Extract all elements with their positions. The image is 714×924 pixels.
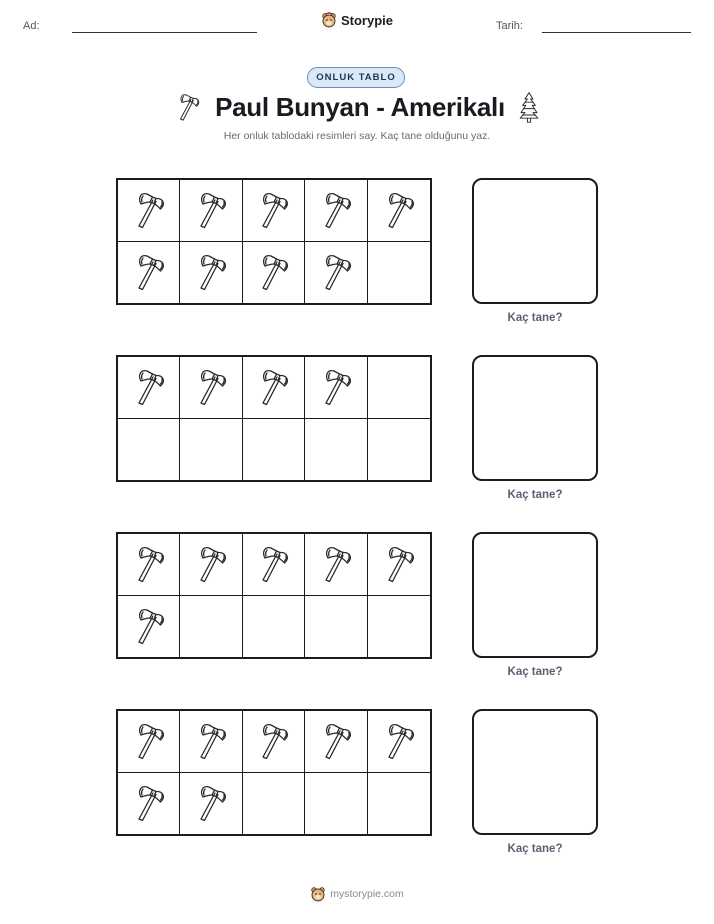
ten-frame-cell xyxy=(180,180,242,242)
axe-icon xyxy=(253,252,293,292)
ten-frame-cell xyxy=(305,596,367,658)
ten-frame-cell xyxy=(368,180,430,242)
axe-icon xyxy=(129,721,169,761)
ten-frame-cell xyxy=(180,711,242,773)
ten-frame-cell xyxy=(243,711,305,773)
bear-icon xyxy=(310,886,326,902)
brand-name: Storypie xyxy=(340,12,393,28)
ten-frame-cell xyxy=(305,773,367,835)
ten-frame-cell xyxy=(305,534,367,596)
axe-icon xyxy=(316,544,356,584)
ten-frame-cell xyxy=(118,596,180,658)
axe-icon xyxy=(379,190,419,230)
date-label: Tarih: xyxy=(496,20,523,32)
date-line[interactable] xyxy=(542,32,691,33)
axe-icon xyxy=(253,190,293,230)
ten-frame-cell xyxy=(305,357,367,419)
axe-icon xyxy=(129,252,169,292)
answer-label: Kaç tane? xyxy=(507,489,563,501)
axe-icon xyxy=(191,252,231,292)
footer-url[interactable]: mystorypie.com xyxy=(330,888,404,900)
page-title: Paul Bunyan - Amerikalı xyxy=(215,91,505,122)
axe-icon xyxy=(191,783,231,823)
ten-frame-cell xyxy=(118,534,180,596)
title-row xyxy=(0,90,714,124)
worksheet-type-badge: ONLUK TABLO xyxy=(307,67,405,88)
ten-frame-cell xyxy=(118,242,180,304)
ten-frame-cell xyxy=(243,773,305,835)
ten-frame-cell xyxy=(118,711,180,773)
ten-frame-cell xyxy=(180,773,242,835)
axe-icon xyxy=(379,544,419,584)
ten-frame-cell xyxy=(118,357,180,419)
axe-icon xyxy=(129,367,169,407)
ten-frame-cell xyxy=(243,242,305,304)
axe-icon xyxy=(316,721,356,761)
ten-frame-cell xyxy=(305,180,367,242)
axe-icon xyxy=(129,544,169,584)
ten-frame-4 xyxy=(116,709,432,836)
axe-icon xyxy=(316,252,356,292)
ten-frame-cell xyxy=(305,242,367,304)
ten-frame-cell xyxy=(368,419,430,481)
answer-box-1[interactable] xyxy=(472,178,598,304)
ten-frame-cell xyxy=(305,711,367,773)
axe-icon xyxy=(253,367,293,407)
axe-icon xyxy=(173,91,203,123)
answer-label: Kaç tane? xyxy=(507,666,563,678)
axe-icon xyxy=(191,190,231,230)
ten-frame-cell xyxy=(243,534,305,596)
ten-frame-cell xyxy=(243,357,305,419)
ten-frame-cell xyxy=(368,242,430,304)
axe-icon xyxy=(129,606,169,646)
answer-label: Kaç tane? xyxy=(507,843,563,855)
ten-frame-cell xyxy=(180,596,242,658)
axe-icon xyxy=(129,190,169,230)
axe-icon xyxy=(191,544,231,584)
answer-box-3[interactable] xyxy=(472,532,598,658)
brand-logo xyxy=(0,12,714,28)
axe-icon xyxy=(316,367,356,407)
ten-frame-cell xyxy=(180,419,242,481)
ten-frame-cell xyxy=(368,773,430,835)
axe-icon xyxy=(379,721,419,761)
ten-frame-cell xyxy=(243,596,305,658)
axe-icon xyxy=(191,367,231,407)
answer-box-4[interactable] xyxy=(472,709,598,835)
answer-label: Kaç tane? xyxy=(507,312,563,324)
ten-frame-cell xyxy=(368,357,430,419)
ten-frame-cell xyxy=(118,773,180,835)
ten-frame-cell xyxy=(118,180,180,242)
ten-frame-1 xyxy=(116,178,432,305)
axe-icon xyxy=(253,544,293,584)
instructions: Her onluk tablodaki resimleri say. Kaç tane olduğunu yaz. xyxy=(223,130,491,142)
pine-tree-icon xyxy=(517,90,541,124)
ten-frame-cell xyxy=(118,419,180,481)
axe-icon xyxy=(316,190,356,230)
answer-box-2[interactable] xyxy=(472,355,598,481)
ten-frame-cell xyxy=(243,180,305,242)
bear-icon xyxy=(321,12,337,28)
ten-frame-cell xyxy=(305,419,367,481)
axe-icon xyxy=(253,721,293,761)
ten-frame-3 xyxy=(116,532,432,659)
ten-frame-cell xyxy=(180,357,242,419)
ten-frame-cell xyxy=(368,711,430,773)
name-label: Ad: xyxy=(23,20,40,32)
ten-frame-cell xyxy=(368,596,430,658)
ten-frame-cell xyxy=(180,242,242,304)
footer xyxy=(0,886,714,902)
name-line[interactable] xyxy=(72,32,257,33)
ten-frame-cell xyxy=(180,534,242,596)
ten-frame-cell xyxy=(368,534,430,596)
axe-icon xyxy=(129,783,169,823)
axe-icon xyxy=(191,721,231,761)
ten-frame-cell xyxy=(243,419,305,481)
ten-frame-2 xyxy=(116,355,432,482)
